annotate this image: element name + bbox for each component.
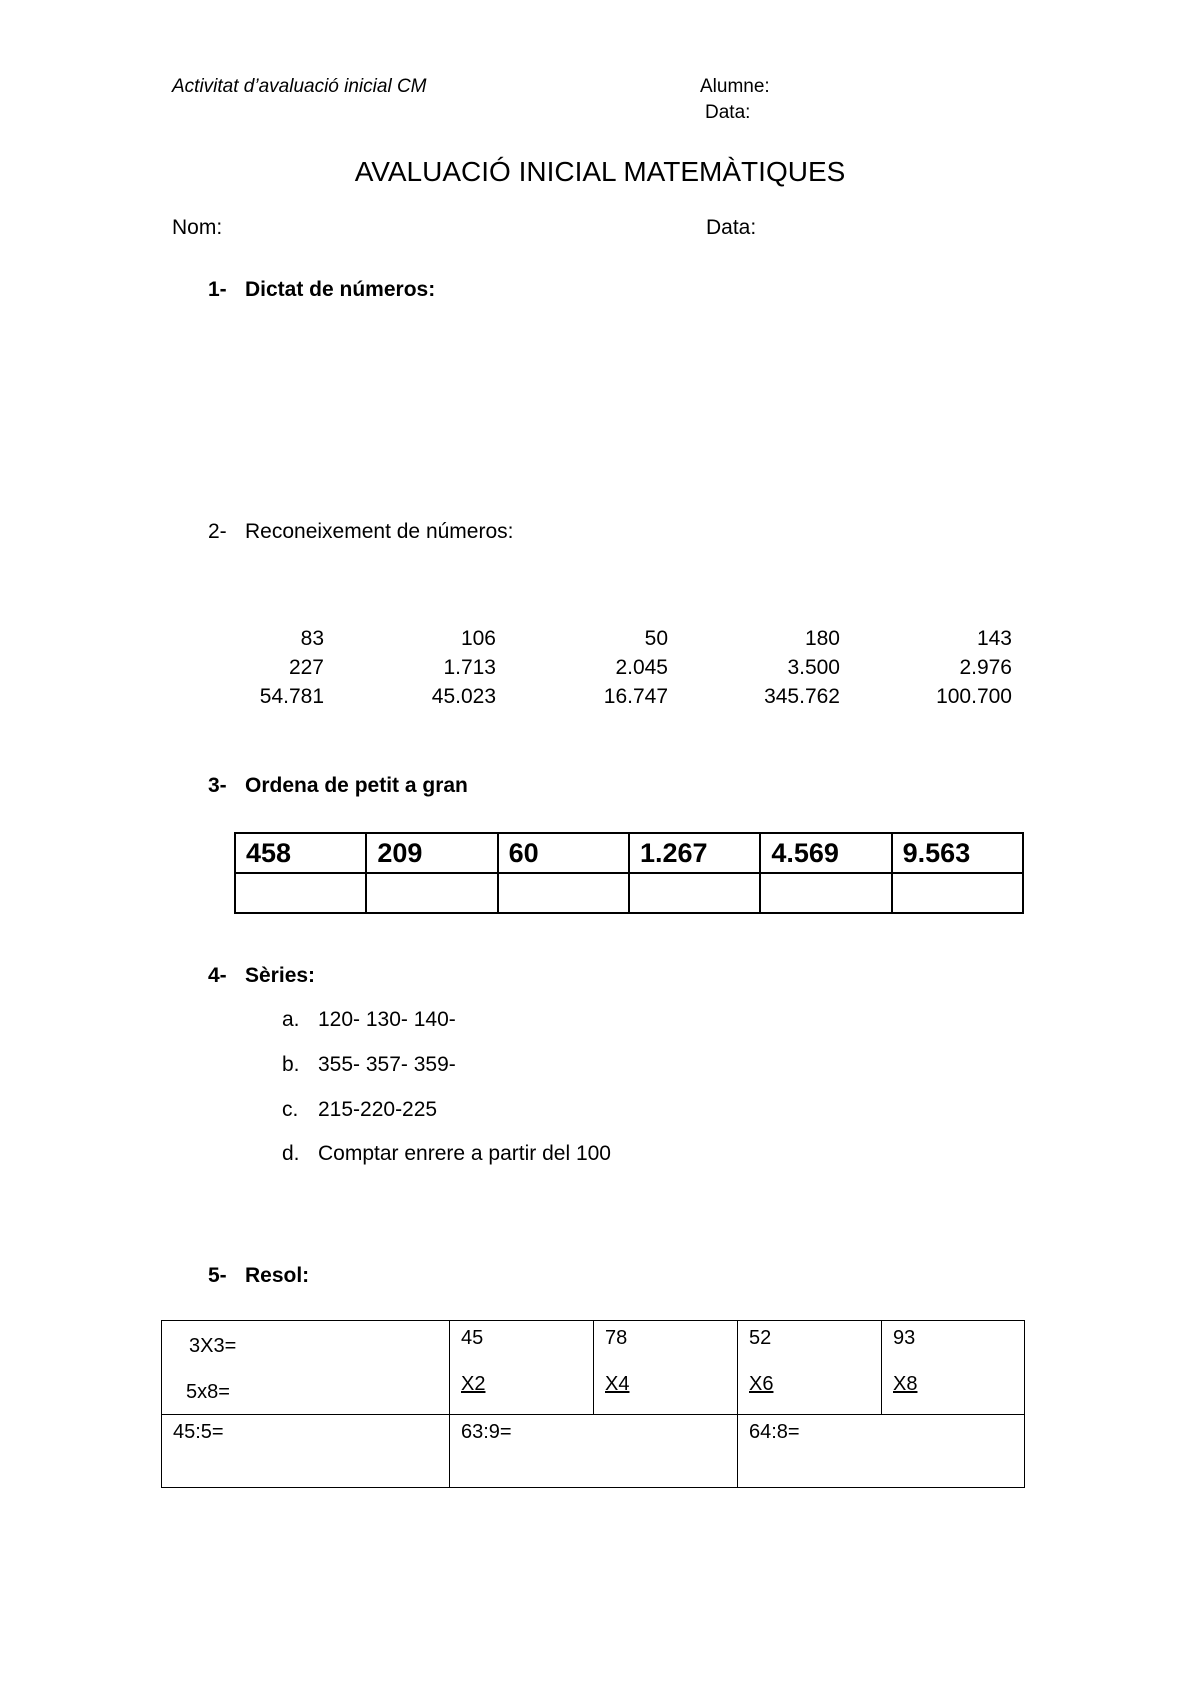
number-cell: 45.023 xyxy=(431,685,496,708)
number-cell: 227 xyxy=(288,656,324,679)
number-cell: 106 xyxy=(460,627,496,650)
series-text: 355- 357- 359- xyxy=(318,1053,456,1076)
series-letter: b. xyxy=(282,1053,300,1076)
number-cell: 16.747 xyxy=(603,685,668,708)
numbers-row xyxy=(200,624,1016,653)
multiplicand-text: 52 xyxy=(749,1327,772,1349)
resol-table xyxy=(161,1320,1025,1488)
section-number: 4- xyxy=(208,964,227,987)
table-row xyxy=(235,873,1023,913)
header-date-label: Data: xyxy=(705,102,751,123)
answer-cell[interactable] xyxy=(892,873,1023,913)
division-text: 63:9= xyxy=(461,1421,512,1443)
section-label: Resol: xyxy=(245,1264,310,1287)
multiplicand-text: 78 xyxy=(605,1327,628,1349)
table-row xyxy=(235,833,1023,873)
numbers-row xyxy=(200,682,1016,711)
operation-text: 3X3= xyxy=(189,1335,237,1357)
multiplier-text: X2 xyxy=(461,1373,486,1395)
series-text: Comptar enrere a partir del 100 xyxy=(318,1142,611,1165)
section-label: Sèries: xyxy=(245,964,316,987)
operation-text: 5x8= xyxy=(186,1381,230,1403)
section-number: 1- xyxy=(208,278,227,301)
multiplication-cell xyxy=(881,1320,1025,1415)
operations-cell xyxy=(161,1320,450,1415)
multiplier-text: X8 xyxy=(893,1373,918,1395)
name-field-label: Nom: xyxy=(172,216,223,239)
order-table xyxy=(234,832,1024,914)
section-label: Dictat de números: xyxy=(245,278,436,301)
order-value-cell: 9.563 xyxy=(892,833,1023,873)
section-number: 5- xyxy=(208,1264,227,1287)
division-text: 45:5= xyxy=(173,1421,224,1443)
series-letter: a. xyxy=(282,1008,300,1031)
number-cell: 345.762 xyxy=(764,685,840,708)
number-cell: 3.500 xyxy=(787,656,840,679)
answer-cell[interactable] xyxy=(760,873,891,913)
answer-cell[interactable] xyxy=(629,873,760,913)
answer-cell[interactable] xyxy=(366,873,497,913)
number-cell: 2.045 xyxy=(615,656,668,679)
number-cell: 180 xyxy=(804,627,840,650)
section-label: Ordena de petit a gran xyxy=(245,774,468,797)
order-value-cell: 4.569 xyxy=(760,833,891,873)
date-field-label: Data: xyxy=(706,216,757,239)
number-cell: 100.700 xyxy=(936,685,1012,708)
numbers-row xyxy=(200,653,1016,682)
number-cell: 83 xyxy=(300,627,324,650)
order-value-cell: 1.267 xyxy=(629,833,760,873)
order-value-cell: 60 xyxy=(498,833,629,873)
header-activity-label: Activitat d’avaluació inicial CM xyxy=(172,76,427,97)
series-letter: d. xyxy=(282,1142,300,1165)
multiplicand-text: 45 xyxy=(461,1327,484,1349)
multiplicand-text: 93 xyxy=(893,1327,916,1349)
number-cell: 54.781 xyxy=(259,685,324,708)
multiplier-text: X4 xyxy=(605,1373,630,1395)
division-text: 64:8= xyxy=(749,1421,800,1443)
series-letter: c. xyxy=(282,1098,299,1121)
answer-cell[interactable] xyxy=(498,873,629,913)
division-cell xyxy=(449,1414,738,1488)
section-number: 3- xyxy=(208,774,227,797)
numbers-grid xyxy=(200,624,1016,711)
number-cell: 1.713 xyxy=(443,656,496,679)
number-cell: 50 xyxy=(644,627,668,650)
page-title: AVALUACIÓ INICIAL MATEMÀTIQUES xyxy=(354,156,846,187)
series-text: 215-220-225 xyxy=(318,1098,438,1121)
number-cell: 143 xyxy=(976,627,1012,650)
division-cell xyxy=(161,1414,450,1488)
series-text: 120- 130- 140- xyxy=(318,1008,456,1031)
section-label: Reconeixement de números: xyxy=(245,520,514,543)
order-value-cell: 209 xyxy=(366,833,497,873)
multiplication-cell xyxy=(593,1320,738,1415)
multiplier-text: X6 xyxy=(749,1373,774,1395)
multiplication-cell xyxy=(449,1320,594,1415)
header-student-label: Alumne: xyxy=(700,76,770,97)
section-number: 2- xyxy=(208,520,227,543)
division-cell xyxy=(737,1414,1025,1488)
multiplication-cell xyxy=(737,1320,882,1415)
answer-cell[interactable] xyxy=(235,873,366,913)
order-value-cell: 458 xyxy=(235,833,366,873)
number-cell: 2.976 xyxy=(959,656,1012,679)
